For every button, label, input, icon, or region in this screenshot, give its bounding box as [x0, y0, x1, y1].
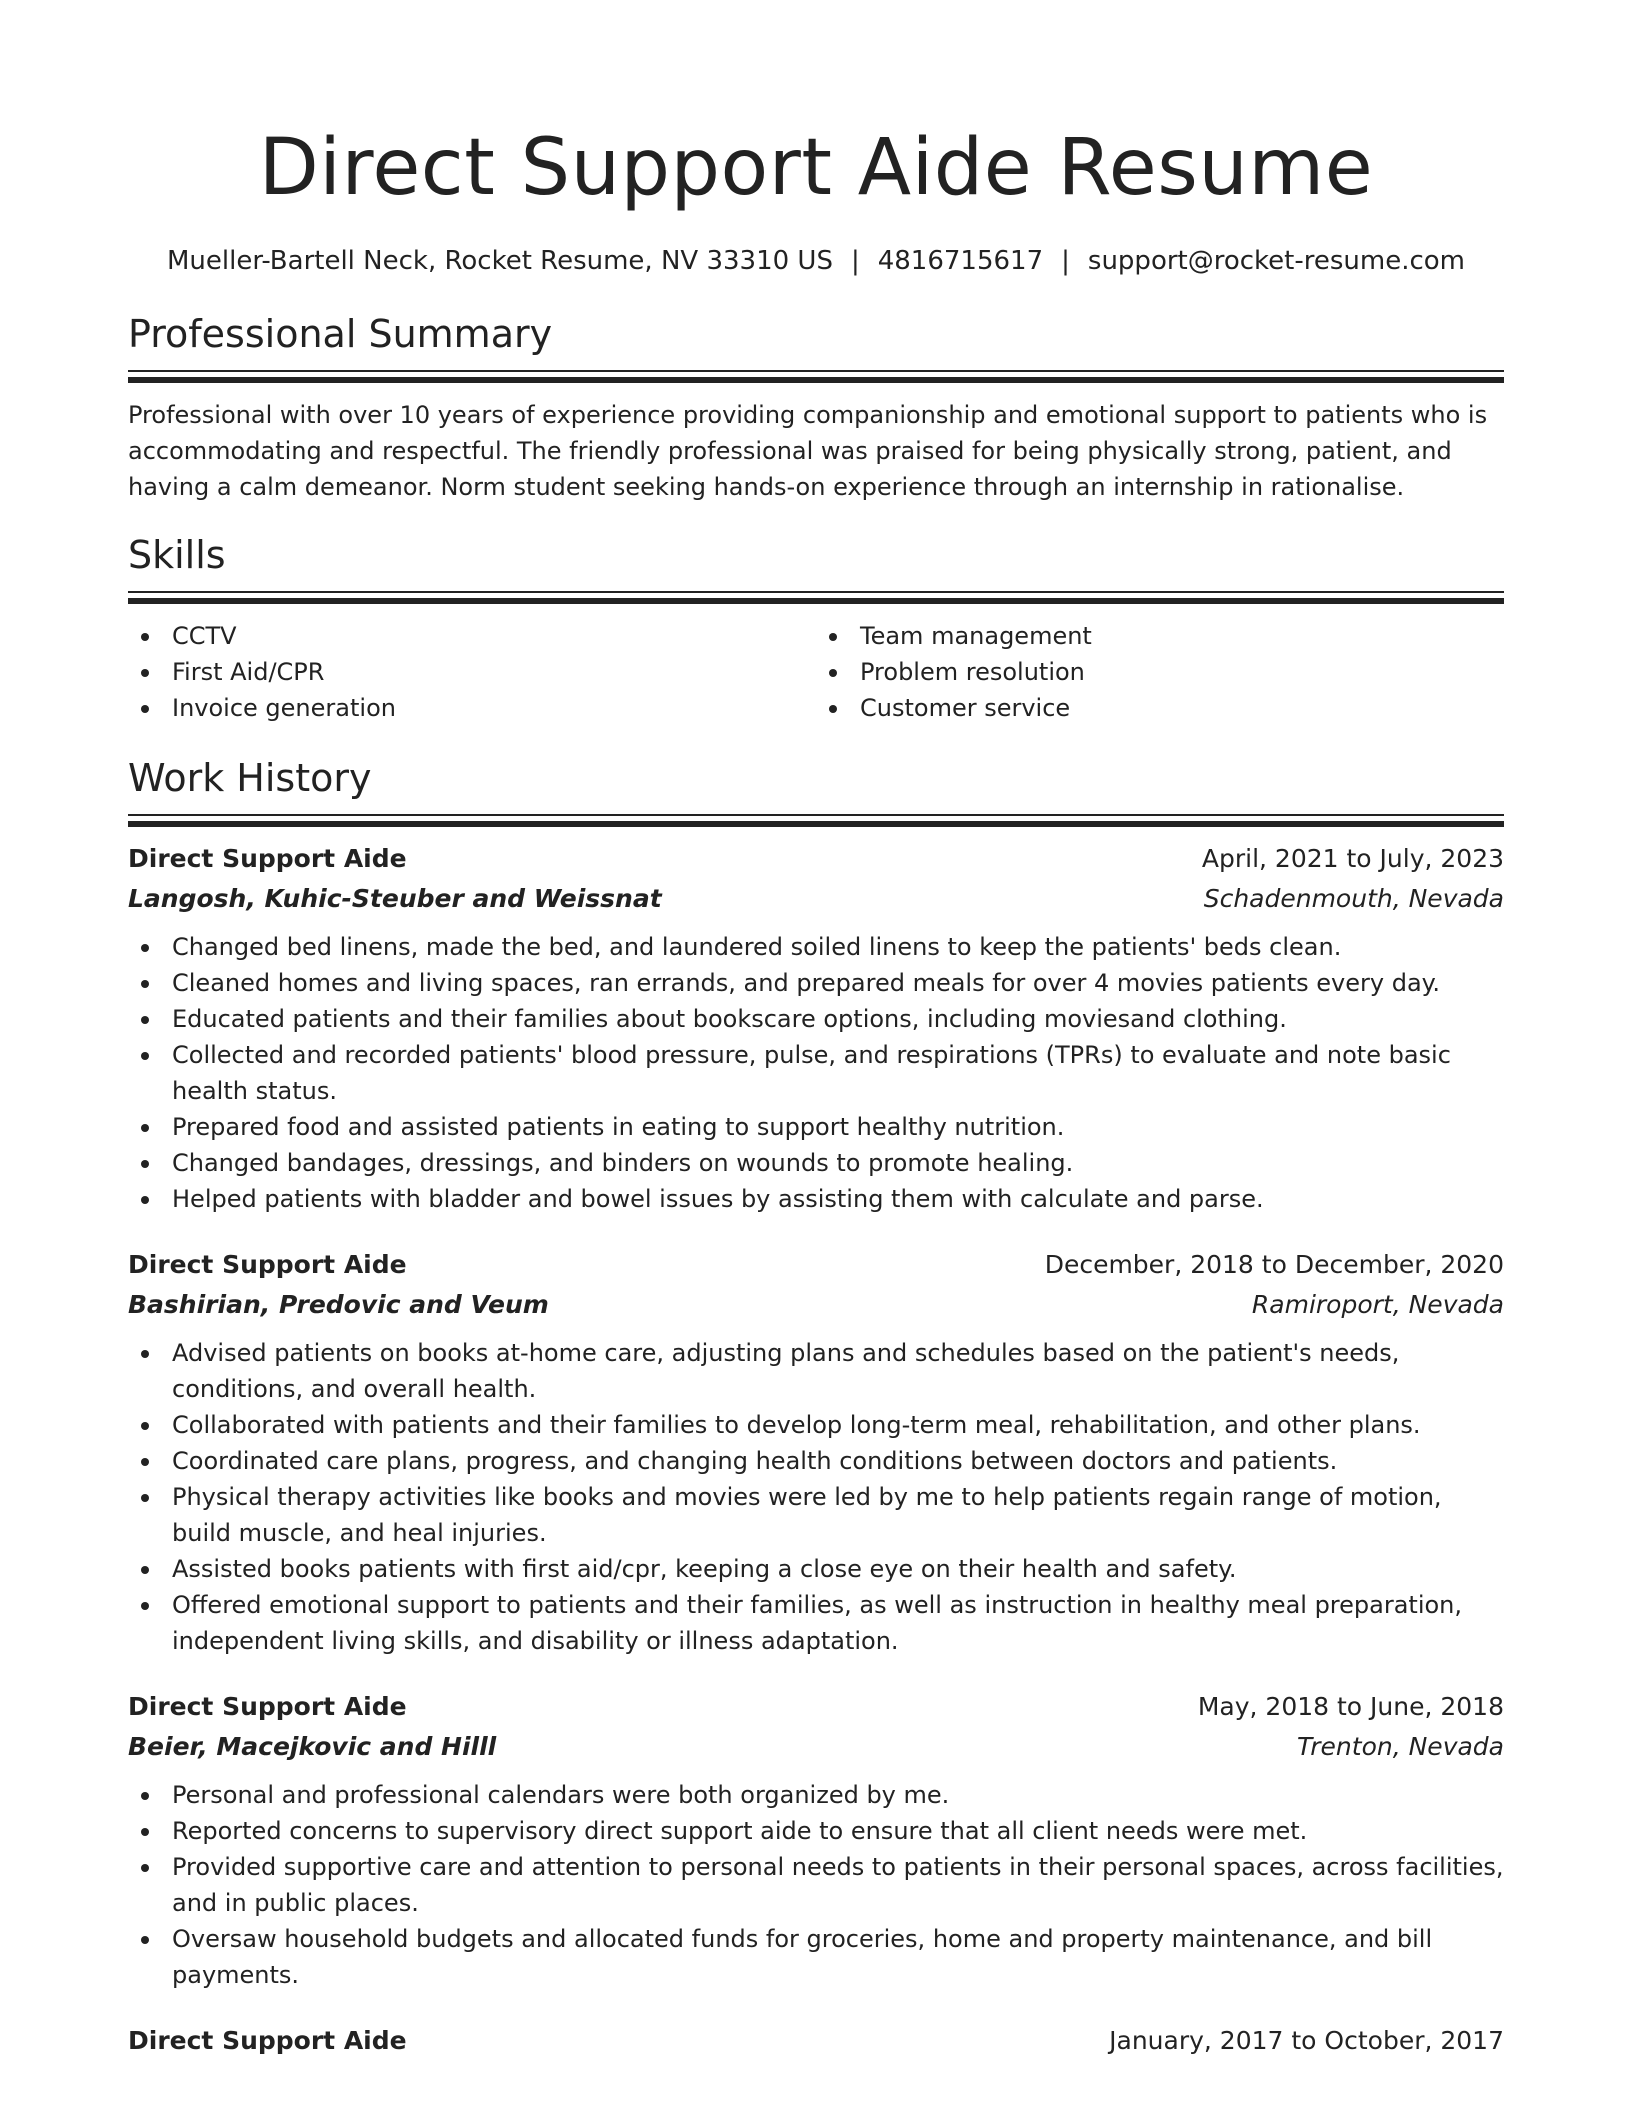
job-subheader [128, 1285, 1504, 1325]
job-header [128, 839, 1504, 879]
job-duty: Oversaw household budgets and allocated funds for groceries, home and property maintenance, and bill payments. [128, 1921, 1504, 1993]
contact-address: Mueller-Bartell Neck, Rocket Resume, NV 33310 US [166, 246, 833, 276]
job-subheader [128, 1727, 1504, 1767]
resume-title: Direct Support Aide Resume [258, 123, 1374, 213]
skill-item: CCTV [128, 618, 816, 654]
job-duty: Helped patients with bladder and bowel issues by assisting them with calculate and parse. [128, 1181, 1504, 1217]
job-duty: Cleaned homes and living spaces, ran errands, and prepared meals for over 4 movies patients every day. [128, 965, 1504, 1001]
job-duty: Prepared food and assisted patients in eating to support healthy nutrition. [128, 1109, 1504, 1145]
job-duty: Coordinated care plans, progress, and changing health conditions between doctors and patients. [128, 1443, 1504, 1479]
job-duty: Educated patients and their families about bookscare options, including moviesand clothing. [128, 1001, 1504, 1037]
job-duty: Collected and recorded patients' blood pressure, pulse, and respirations (TPRs) to evaluate and note basic health status. [128, 1037, 1504, 1109]
skill-item: First Aid/CPR [128, 654, 816, 690]
section-heading-work-history: Work History [128, 756, 372, 800]
job-duty: Advised patients on books at-home care, adjusting plans and schedules based on the patient's needs, conditions, and overall health. [128, 1335, 1504, 1407]
job-company: Bashirian, Predovic and Veum [128, 1290, 549, 1319]
job-duty: Collaborated with patients and their families to develop long-term meal, rehabilitation, and other plans. [128, 1407, 1504, 1443]
job-subheader [128, 879, 1504, 919]
contact-separator: | [1061, 246, 1070, 276]
job-duty: Changed bandages, dressings, and binders on wounds to promote healing. [128, 1145, 1504, 1181]
contact-separator: | [850, 246, 860, 276]
job-header [128, 2021, 1504, 2061]
job-duty: Reported concerns to supervisory direct support aide to ensure that all client needs were met. [128, 1813, 1504, 1849]
job-duty: Assisted books patients with first aid/cpr, keeping a close eye on their health and safety. [128, 1551, 1504, 1587]
summary-text: Professional with over 10 years of experience providing companionship and emotional support to patients who is accommodating and respectful. The friendly professional was praised for being physically strong, patient, and having a calm demeanor. Norm student seeking hands-on experience through an internship in rationalise. [128, 401, 1488, 501]
job-company: Beier, Macejkovic and Hilll [128, 1732, 497, 1761]
skill-item: Problem resolution [816, 654, 1504, 690]
job-location: Trenton, Nevada [1296, 1732, 1504, 1761]
job-title: Direct Support Aide [128, 1250, 407, 1279]
job-location: Schadenmouth, Nevada [1203, 884, 1504, 913]
job-entry [128, 2021, 1504, 2061]
job-dates: January, 2017 to October, 2017 [1109, 2026, 1504, 2055]
job-company: Langosh, Kuhic-Steuber and Weissnat [128, 884, 662, 913]
job-duties [128, 929, 1504, 1217]
job-header [128, 1245, 1504, 1285]
contact-email: support@rocket-resume.com [1087, 246, 1466, 276]
skill-item: Team management [816, 618, 1504, 654]
job-title: Direct Support Aide [128, 2026, 407, 2055]
job-duty: Changed bed linens, made the bed, and laundered soiled linens to keep the patients' beds clean. [128, 929, 1504, 965]
section-divider [128, 370, 1504, 383]
skills-column-left [128, 618, 816, 726]
job-duties [128, 1335, 1504, 1659]
job-header [128, 1687, 1504, 1727]
job-duty: Personal and professional calendars were both organized by me. [128, 1777, 1504, 1813]
section-heading-skills: Skills [128, 533, 226, 577]
skills-section [128, 531, 1504, 726]
job-dates: May, 2018 to June, 2018 [1197, 1692, 1504, 1721]
job-duties [128, 1777, 1504, 1993]
job-entry [128, 839, 1504, 1217]
contact-phone: 4816715617 [877, 246, 1044, 276]
skills-column-right [816, 618, 1504, 726]
job-title: Direct Support Aide [128, 844, 407, 873]
summary-section [128, 310, 1504, 505]
job-entry [128, 1245, 1504, 1659]
section-divider [128, 591, 1504, 604]
section-divider [128, 814, 1504, 827]
job-location: Ramiroport, Nevada [1251, 1290, 1504, 1319]
job-duty: Provided supportive care and attention to personal needs to patients in their personal spaces, across facilities, and in public places. [128, 1849, 1504, 1921]
job-duty: Physical therapy activities like books and movies were led by me to help patients regain range of motion, build muscle, and heal injuries. [128, 1479, 1504, 1551]
job-title: Direct Support Aide [128, 1692, 407, 1721]
contact-line [128, 244, 1504, 278]
skill-item: Invoice generation [128, 690, 816, 726]
skill-item: Customer service [816, 690, 1504, 726]
job-duty: Offered emotional support to patients and their families, as well as instruction in healthy meal preparation, independent living skills, and disability or illness adaptation. [128, 1587, 1504, 1659]
job-dates: April, 2021 to July, 2023 [1201, 844, 1504, 873]
section-heading-summary: Professional Summary [128, 312, 553, 356]
job-entry [128, 1687, 1504, 1993]
job-dates: December, 2018 to December, 2020 [1044, 1250, 1504, 1279]
work-history-section [128, 754, 1504, 2061]
skills-list [128, 618, 1504, 726]
